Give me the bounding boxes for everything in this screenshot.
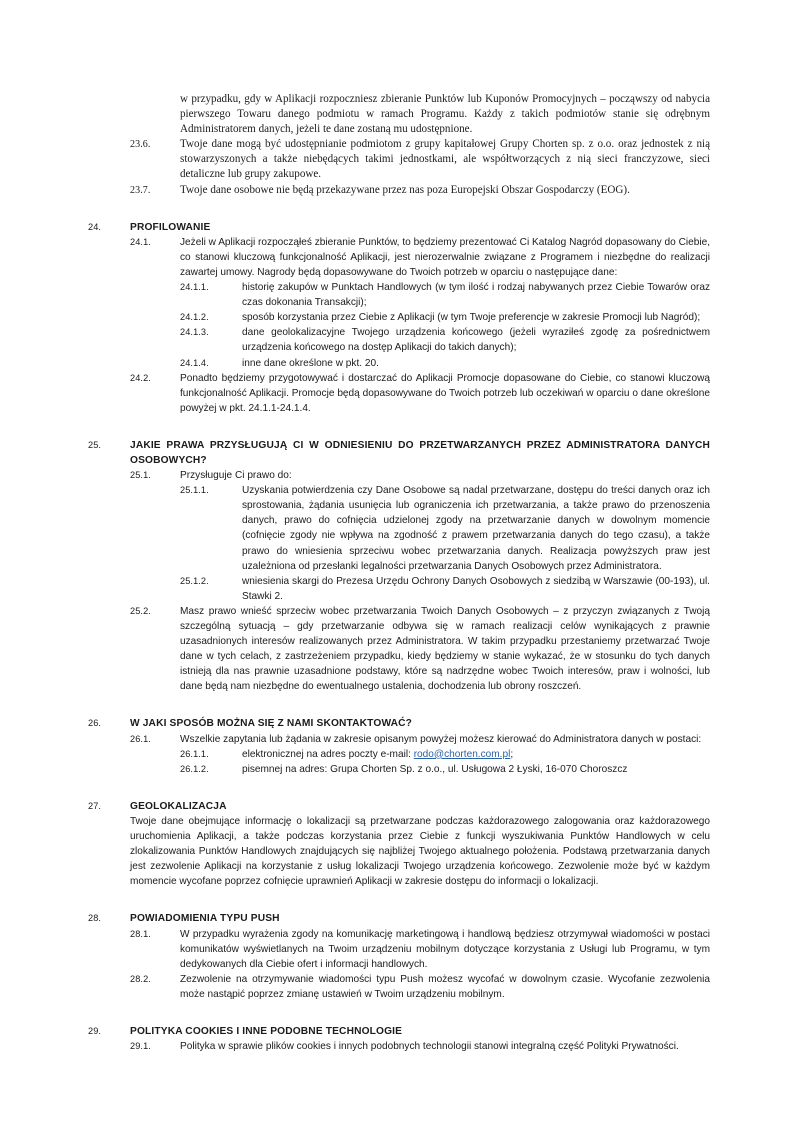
carryover-text: w przypadku, gdy w Aplikacji rozpoczniesz zbieranie Punktów lub Kuponów Promocyjnych – począwszy od nabycia pierwszego Towaru danego podmiotu w ramach Programu. Każdy z takich podmiotów stanie się odrębnym Administratorem danych, jeżeli te dane zostaną mu udostępnione. [180, 93, 710, 136]
clause-26-1-1 [88, 747, 710, 762]
clause-number: 24.1.4. [180, 357, 209, 368]
clause-number: 28.2. [130, 973, 151, 984]
clause-number: 25.1. [130, 470, 151, 481]
clause-24-1 [88, 235, 710, 280]
spacer [88, 777, 710, 799]
section-title: W JAKI SPOSÓB MOŻNA SIĘ Z NAMI SKONTAKTOWAĆ? [130, 718, 413, 730]
clause-number: 25.2. [130, 605, 151, 616]
clause-24-1-4 [88, 356, 710, 371]
clause-number: 24.1.1. [180, 282, 209, 293]
clause-text: Ponadto będziemy przygotowywać i dostarczać do Aplikacji Promocje dopasowane do Ciebie, co stanowi kluczową funkcjonalność Aplikacji. Promocje będą dopasowywane do Twoich potrzeb lub oczekiwań w oparciu o dane określone powyżej w pkt. 24.1.1-24.1.4. [180, 372, 710, 414]
clause-24-2 [88, 371, 710, 416]
clause-number: 23.6. [130, 139, 151, 151]
email-link[interactable]: rodo@chorten.com.pl [413, 748, 511, 760]
carryover-paragraph [88, 92, 710, 137]
clause-text: Masz prawo wnieść sprzeciw wobec przetwarzania Twoich Danych Osobowych – z przyczyn związanych z Twoją szczególną sytuacją – gdy przetwarzanie odbywa się w ramach realizacji celów wynikających z prawnie uzasadnionych interesów realizowanych przez Administratora. W takim przypadku przestaniemy przetwarzać Twoje dane w tych celach, z zastrzeżeniem przypadku, kiedy będziemy w stanie wykazać, że w stosunku do tych danych istnieją dla nas prawnie uzasadnione podstawy, które są nadrzędne wobec Twoich interesów, praw i wolności, lub dane będą nam niezbędne do ewentualnego ustalenia, dochodzenia lub obrony roszczeń. [180, 605, 710, 693]
clause-text: sposób korzystania przez Ciebie z Aplikacji (w tym Twoje preferencje w zakresie Promocji lub Nagród); [242, 312, 701, 324]
clause-text: Twoje dane osobowe nie będą przekazywane przez nas poza Europejski Obszar Gospodarczy (EOG). [180, 183, 630, 196]
clause-number: 25.1.1. [180, 485, 209, 496]
clause-text: dane geolokalizacyjne Twojego urządzenia końcowego (jeżeli wyraziłeś zgodę za pośrednictwem urządzenia końcowego na dostęp Aplikacji do takich danych); [242, 327, 710, 354]
clause-25-1 [88, 468, 710, 483]
clause-24-1-2 [88, 310, 710, 325]
clause-number: 26.1.2. [180, 763, 209, 774]
section-heading-25 [88, 438, 710, 468]
email-suffix: ; [510, 748, 514, 760]
clause-text: Zezwolenie na otrzymywanie wiadomości typu Push możesz wycofać w dowolnym czasie. Wycofanie zezwolenia może nastąpić poprzez zmianę ustawień w Twoim urządzeniu mobilnym. [180, 973, 710, 1000]
clause-27-body [88, 814, 710, 889]
email-label: elektronicznej na adres poczty e-mail: [242, 748, 414, 760]
clause-29-1 [88, 1039, 710, 1054]
clause-25-1-2 [88, 574, 710, 604]
section-number: 24. [88, 221, 102, 232]
clause-text: Wszelkie zapytania lub żądania w zakresie opisanym powyżej możesz kierować do Administratora danych w postaci: [180, 733, 702, 745]
clause-23-6 [88, 137, 710, 182]
clause-28-2 [88, 972, 710, 1002]
clause-number: 29.1. [130, 1041, 151, 1052]
clause-number: 24.1.2. [180, 312, 209, 323]
clause-25-1-1 [88, 483, 710, 574]
clause-text: Twoje dane mogą być udostępnianie podmiotom z grupy kapitałowej Grupy Chorten sp. z o.o. oraz jednostek z nią stowarzyszonych a także niebędących takimi jednostkami, ale współtworzących z nią sieci franczyzowe, sieci detaliczne lub grupy zakupowe. [180, 138, 710, 181]
clause-26-1 [88, 732, 710, 747]
clause-text: Polityka w sprawie plików cookies i innych podobnych technologii stanowi integralną część Polityki Prywatności. [180, 1041, 679, 1053]
clause-number: 26.1. [130, 733, 151, 744]
clause-text: historię zakupów w Punktach Handlowych (w tym ilość i rodzaj nabywanych przez Ciebie Towarów oraz czas dokonania Transakcji); [242, 282, 710, 309]
section-number: 25. [88, 439, 102, 450]
section-number: 27. [88, 800, 102, 811]
spacer [88, 889, 710, 911]
section-heading-26 [88, 716, 710, 731]
clause-number: 24.1.3. [180, 327, 209, 338]
clause-23-7 [88, 183, 710, 198]
clause-text: Uzyskania potwierdzenia czy Dane Osobowe są nadal przetwarzane, dostępu do treści danych oraz ich sprostowania, żądania usunięcia lub ograniczenia ich przetwarzania, a także prawo do przenoszenia danych, prawo do cofnięcia udzielonej zgody na przetwarzanie danych w dowolnym momencie (cofnięcie zgody nie wpływa na zgodność z prawem przetwarzania danych do tego czasu), a także prawo do wniesienia sprzeciwu wobec przetwarzania danych. Realizacja powyższych praw jest uzależniona od przesłanki legalności przetwarzania Danych Osobowych przez Administratora. [242, 485, 710, 572]
clause-25-2 [88, 604, 710, 695]
section-title: POLITYKA COOKIES I INNE PODOBNE TECHNOLOGIE [130, 1025, 403, 1037]
section-title: JAKIE PRAWA PRZYSŁUGUJĄ CI W ODNIESIENIU DO PRZETWARZANYCH PRZEZ ADMINISTRATORA DANYCH OSOBOWYCH? [130, 439, 710, 466]
clause-text [242, 747, 710, 762]
spacer [88, 694, 710, 716]
section-heading-28 [88, 911, 710, 926]
section-number: 28. [88, 913, 102, 924]
section-heading-29 [88, 1024, 710, 1039]
clause-number: 28.1. [130, 928, 151, 939]
section-number: 26. [88, 718, 102, 729]
clause-number: 23.7. [130, 184, 151, 196]
clause-text: W przypadku wyrażenia zgody na komunikację marketingową i handlową będziesz otrzymywał wiadomości w postaci komunikatów wyświetlanych na Twoim urządzeniu mobilnym dotyczące korzystania z Usługi lub Programu, w tym dedykowanych dla Ciebie ofert i informacji handlowych. [180, 928, 710, 970]
clause-text: Przysługuje Ci prawo do: [180, 470, 292, 482]
clause-text: wniesienia skargi do Prezesa Urzędu Ochrony Danych Osobowych z siedzibą w Warszawie (00-193), ul. Stawki 2. [242, 575, 710, 602]
section-number: 29. [88, 1025, 102, 1036]
clause-text: pisemnej na adres: Grupa Chorten Sp. z o.o., ul. Usługowa 2 Łyski, 16-070 Choroszcz [242, 763, 628, 775]
clause-number: 25.1.2. [180, 575, 209, 586]
clause-number: 24.2. [130, 372, 151, 383]
clause-28-1 [88, 927, 710, 972]
section-heading-24 [88, 220, 710, 235]
clause-text: Twoje dane obejmujące informację o lokalizacji są przetwarzane podczas każdorazowego zalogowania oraz każdorazowego uruchomienia Aplikacji, a także podczas korzystania przez Ciebie z funkcji wyszukiwania Punktów Handlowych w celu zlokalizowania Punktów Handlowych znajdujących się najbliżej Twojego aktualnego położenia. Podstawą przetwarzania danych jest zezwolenie Aplikacji na korzystanie z usług lokalizacji Twojego urządzenia końcowego. Zezwolenie może być w każdym momencie wycofane poprzez cofnięcie uprawnień Aplikacji w zakresie dostępu do informacji o lokalizacji. [130, 815, 710, 888]
section-title: GEOLOKALIZACJA [130, 800, 227, 812]
clause-24-1-1 [88, 280, 710, 310]
spacer [88, 1002, 710, 1024]
clause-26-1-2 [88, 762, 710, 777]
section-heading-27 [88, 799, 710, 814]
section-title: POWIADOMIENIA TYPU PUSH [130, 913, 280, 925]
clause-24-1-3 [88, 325, 710, 355]
clause-number: 24.1. [130, 236, 151, 247]
clause-text: inne dane określone w pkt. 20. [242, 357, 379, 369]
spacer [88, 198, 710, 220]
section-title: PROFILOWANIE [130, 221, 211, 233]
spacer [88, 416, 710, 438]
clause-number: 26.1.1. [180, 748, 209, 759]
clause-text: Jeżeli w Aplikacji rozpocząłeś zbieranie Punktów, to będziemy prezentować Ci Katalog Nagród dopasowany do Ciebie, co stanowi kluczową funkcjonalność Aplikacji, jest nierozerwalnie związane z Programem i niezbędne do realizacji zawartej umowy. Nagrody będą dopasowywane do Twoich potrzeb w oparciu o następujące dane: [180, 236, 710, 278]
